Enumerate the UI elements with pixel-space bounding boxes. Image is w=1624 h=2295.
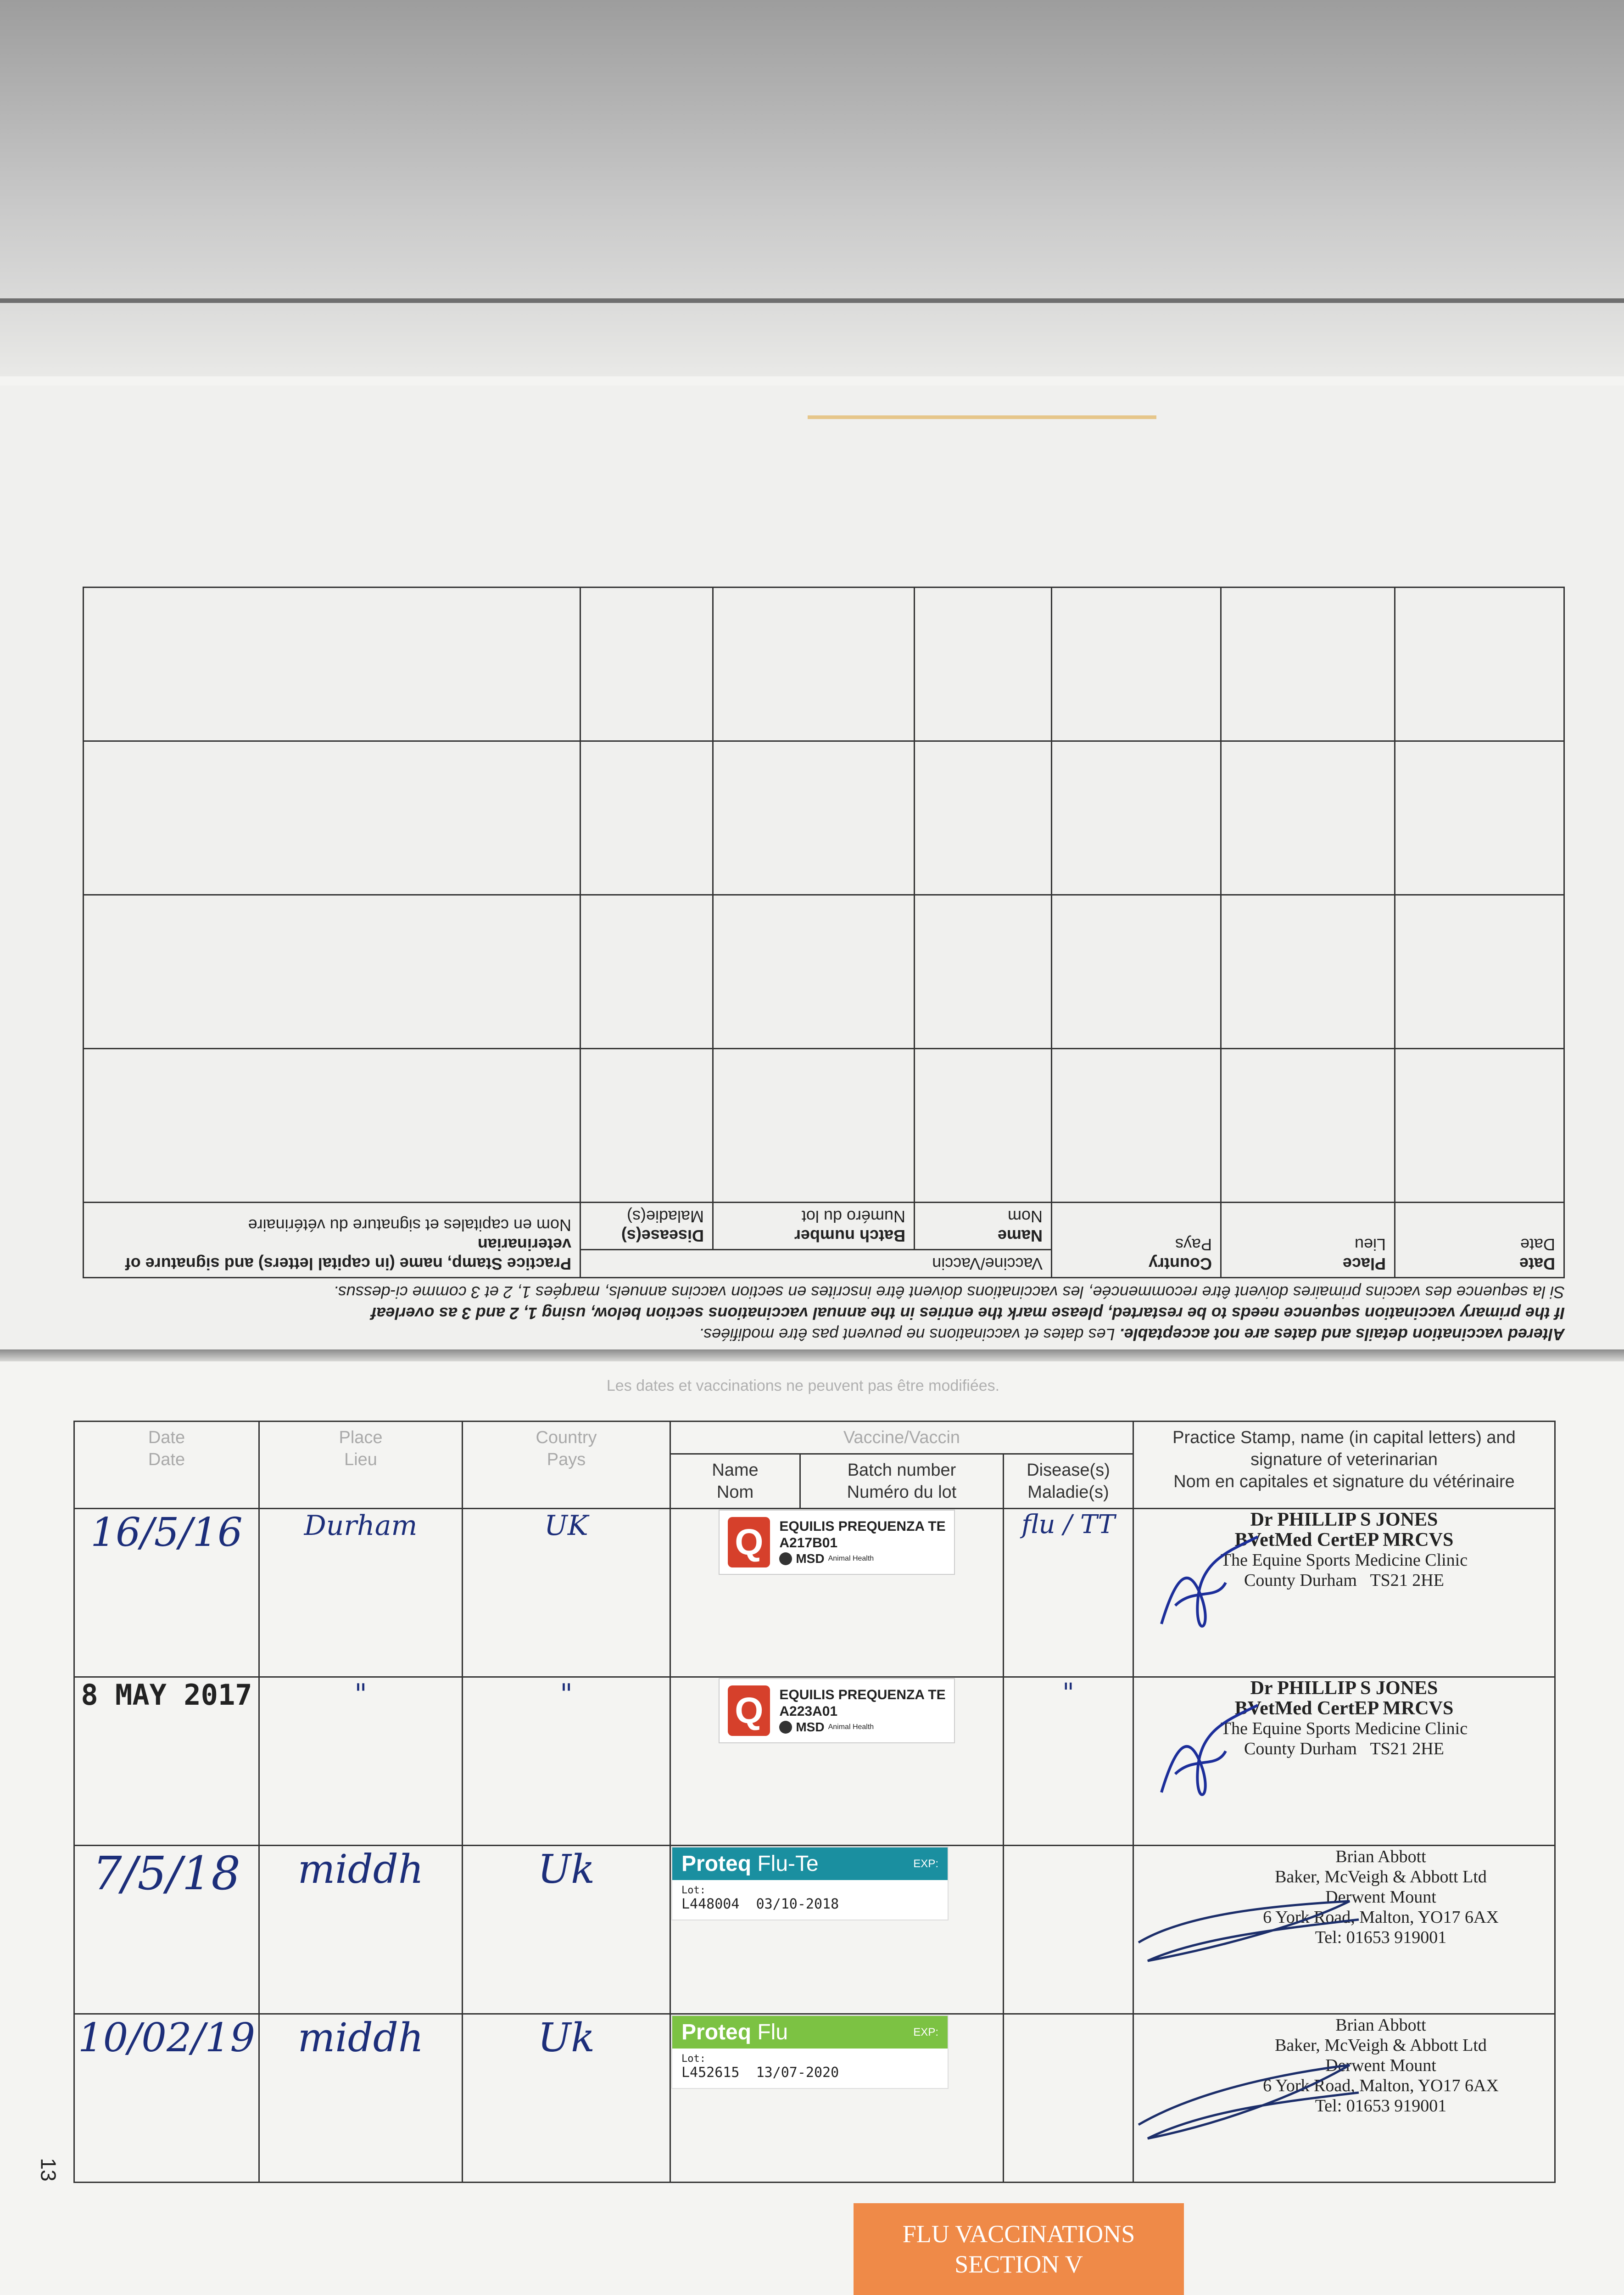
entry-place: middh [297,1847,424,1892]
vet-name: Dr PHILLIP S JONES [1250,1678,1438,1699]
vaccine-label [719,1510,954,1575]
hdr-stamp: Practice Stamp, name (in capital letters) and signature of veterinarian [1172,1428,1516,1469]
vet-clinic: The Equine Sports Medicine Clinic [1220,1551,1468,1570]
hdr-date: Date [148,1428,185,1447]
hdr-name: Name [997,1226,1043,1245]
practice-tel: Tel: 01653 919001 [1315,1928,1447,1947]
label-lot: L452615 [681,2065,740,2081]
vet-postcode: TS21 2HE [1370,1739,1444,1758]
hdr-disease: Disease(s) [1027,1461,1110,1480]
entry-date: 7/5/18 [93,1847,240,1900]
hdr-date-fr: Date [1520,1235,1555,1254]
entry-place: " [354,1678,367,1710]
msd-logo-icon [779,1552,792,1565]
hdr-country-fr: Pays [547,1450,586,1469]
table-row [74,2014,1555,2183]
hdr-disease-fr: Maladie(s) [626,1207,704,1226]
practice-line1: Baker, McVeigh & Abbott Ltd [1275,2036,1487,2055]
entry-date: 8 MAY 2017 [81,1678,252,1712]
entry-place: middh [297,2015,424,2061]
entry-date: 16/5/16 [90,1510,243,1556]
hdr-stamp-fr: Nom en capitales et signature du vétérinaire [1173,1472,1515,1491]
hdr-country-fr: Pays [1175,1235,1212,1254]
page-number: 13 [36,2158,61,2182]
practice-line3: 6 York Road, Malton, YO17 6AX [1263,2076,1499,2095]
vaccine-label [671,2015,949,2089]
vet-signature-icon [1148,1532,1276,1651]
hdr-place: Place [1342,1254,1386,1273]
label-exp: 03/10-2018 [756,1896,839,1912]
label-maker: MSD [796,1720,825,1734]
hdr-date: Date [1519,1254,1555,1273]
vet-postcode: TS21 2HE [1370,1571,1444,1590]
hdr-country: Country [1149,1254,1212,1273]
vet-quals: BVetMed CertEP MRCVS [1234,1698,1454,1719]
entry-disease: flu / TT [1021,1510,1115,1539]
hdr-stamp-fr: Nom en capitales et signature du vétérinaire [248,1216,571,1235]
label-band [672,2016,948,2049]
hdr-place-fr: Lieu [1354,1235,1386,1254]
instruction-en: If the primary vaccination sequence needs to be restarted, please mark the entries in the annual vaccinations section below, using 1, 2 and 3 as overleaf [371,1304,1565,1323]
label-maker: MSD [796,1551,825,1566]
hdr-vaccine: Vaccine/Vaccin [670,1422,1133,1454]
vet-name: Brian Abbott [1335,1847,1426,1866]
vet-quals: BVetMed CertEP MRCVS [1234,1529,1454,1551]
vet-clinic: The Equine Sports Medicine Clinic [1220,1719,1468,1738]
page-fold [0,1349,1624,1361]
note-bold: Altered vaccination details and dates are not acceptable. [1119,1325,1565,1344]
entry-country: Uk [537,2015,595,2061]
vet-name: Brian Abbott [1335,2015,1426,2035]
entry-country: Uk [537,1847,595,1892]
hdr-batch-fr: Numéro du lot [801,1207,905,1226]
label-product: Flu-Te [757,1852,819,1876]
hdr-country: Country [536,1428,597,1447]
hdr-batch-fr: Numéro du lot [847,1483,957,1502]
note-fr: Les dates et vaccinations ne peuvent pas être modifiées. [699,1325,1115,1344]
table-row [84,1049,1564,1203]
entry-country: UK [544,1510,588,1542]
hdr-disease-fr: Maladie(s) [1027,1483,1109,1502]
label-product: Flu [757,2020,788,2044]
footer-line1: FLU VACCINATIONS [902,2220,1135,2248]
flu-vaccination-form [73,1421,1556,2183]
hdr-vaccine: Vaccine/Vaccin [580,1250,1052,1278]
practice-line2: Derwent Mount [1325,2056,1436,2075]
practice-line3: 6 York Road, Malton, YO17 6AX [1263,1908,1499,1927]
hdr-place-fr: Lieu [344,1450,377,1469]
vet-signature-icon [1129,1887,1368,1970]
practice-line1: Baker, McVeigh & Abbott Ltd [1275,1867,1487,1886]
vaccine-label [671,1847,949,1920]
table-row [74,1677,1555,1846]
label-exp-label: EXP: [913,1857,938,1870]
vaccine-label [719,1678,954,1743]
vet-name: Dr PHILLIP S JONES [1250,1509,1438,1530]
hdr-name: Name [712,1461,759,1480]
table-row [74,1509,1555,1677]
table-row [84,588,1564,741]
entry-place: Durham [304,1510,418,1542]
vet-signature-icon [1129,2056,1368,2148]
table-row [84,741,1564,895]
decorative-rule [808,415,1156,419]
hdr-name-fr: Nom [716,1483,754,1502]
equilis-logo-icon: Q [728,1685,770,1736]
practice-line2: Derwent Mount [1325,1887,1436,1907]
footer-line2: SECTION V [954,2250,1083,2278]
entry-country: " [560,1678,573,1710]
msd-logo-icon [779,1721,792,1734]
hdr-place: Place [339,1428,383,1447]
hdr-stamp: Practice Stamp, name (in capital letters) and signature of veterinarian [125,1235,571,1273]
label-lot-label: Lot: [681,1885,706,1896]
label-product: EQUILIS PREQUENZA TE [779,1519,946,1534]
entry-date: 10/02/19 [78,2015,256,2061]
hdr-batch: Batch number [794,1226,905,1245]
label-batch: A223A01 [779,1704,838,1719]
label-exp-label: EXP: [913,2026,938,2038]
vet-area: County Durham [1244,1571,1357,1590]
hdr-date-fr: Date [148,1450,185,1469]
scanner-shadow [0,0,1624,376]
label-lot: L448004 [681,1896,740,1912]
page-edge [0,298,1624,303]
table-row [74,1846,1555,2014]
flu-vaccination-table [73,1421,1556,2183]
label-band [672,1847,948,1880]
label-lot-label: Lot: [681,2053,706,2065]
form-notes [83,1282,1565,1345]
label-product: EQUILIS PREQUENZA TE [779,1687,946,1702]
hdr-batch: Batch number [847,1461,956,1480]
label-batch: A217B01 [779,1535,838,1551]
label-maker-sub: Animal Health [828,1723,874,1731]
hdr-name-fr: Nom [1007,1207,1043,1226]
table-row [84,895,1564,1049]
label-brand: Proteq [681,1852,752,1876]
equilis-logo-icon: Q [728,1517,770,1567]
label-exp: 13/07-2020 [756,2065,839,2081]
section-footer [854,2203,1184,2295]
entry-disease: " [1062,1678,1074,1708]
vet-signature-icon [1148,1701,1276,1820]
label-maker-sub: Animal Health [828,1555,874,1562]
practice-tel: Tel: 01653 919001 [1315,2096,1447,2116]
faded-notice: Les dates et vaccinations ne peuvent pas être modifiées. [606,1377,1000,1394]
instruction-fr: Si la sequence des vaccins primaires doivent être recommencée, les vaccinations doivent être inscrites en section vaccins annuels, marqées 1, 2 et 3 comme ci-dessus. [333,1283,1565,1302]
hdr-disease: Disease(s) [621,1226,704,1245]
upper-vaccination-table [83,587,1565,1278]
upside-down-form [83,500,1565,1345]
label-brand: Proteq [681,2020,752,2044]
vet-area: County Durham [1244,1739,1357,1758]
